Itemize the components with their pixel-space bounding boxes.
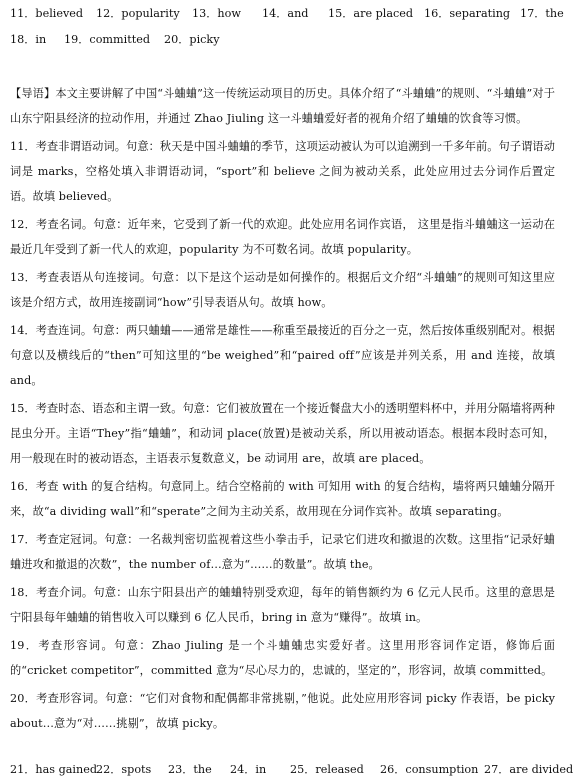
answer-20: 20．picky [164, 33, 220, 46]
section-gap [10, 736, 555, 756]
explanation-19: 19．考查形容词。句意：Zhao Jiuling 是一个斗蛐蛐忠实爱好者。这里用形容词作定语，修饰后面的“cricket competitor”，committed 意为“尽心尽力的，忠诚的，坚定的”，形容词，故填 committed。 [10, 639, 555, 677]
answer-25: 25．released [290, 763, 364, 776]
answer-26: 26．consumption [380, 763, 479, 776]
explanation-12: 12．考查名词。句意：近年来，它受到了新一代的欢迎。此处应用名词作宾语， 这里是指斗蛐蛐这一运动在最近几年受到了新一代人的欢迎，popularity 为不可数名词。故填 popularity。 [10, 218, 555, 256]
answer-19: 19．committed [64, 33, 150, 46]
explanation-16: 16．考查 with 的复合结构。句意同上。结合空格前的 with 可知用 with 的复合结构，墙将两只蛐蛐分隔开来，故“a dividing wall”和“sperate”之间为主动关系，故用现在分词作宾补。故填 separating。 [10, 480, 555, 518]
explanation-17: 17．考查定冠词。句意：一名裁判密切监视着这些小拳击手，记录它们进攻和撤退的次数。这里指“记录好蛐蛐进攻和撤退的次数”，the number of…意为“……的数量”。故填 the。 [10, 533, 555, 571]
answer-27: 27．are divided [484, 763, 573, 776]
explanation-14: 14．考查连词。句意：两只蛐蛐——通常是雄性——称重至最接近的百分之一克，然后按体重级别配对。根据句意以及横线后的“then”可知这里的“be weighed”和“paired off”应该是并列关系，用 and 连接，故填 and。 [10, 324, 555, 387]
answer-15: 15．are placed [328, 7, 414, 20]
answer-16: 16．separating [424, 7, 511, 20]
intro-paragraph: 【导语】本文主要讲解了中国“斗蛐蛐”这一传统运动项目的历史。具体介绍了“斗蛐蛐”的规则、“斗蛐蛐”对于山东宁阳县经济的拉动作用，并通过 Zhao Jiuling 这一斗蛐蛐爱好者的视角介绍了蛐蛐的饮食等习惯。 [10, 87, 555, 125]
answer-13: 13．how [192, 7, 241, 20]
explanation-11: 11．考查非谓语动词。句意：秋天是中国斗蛐蛐的季节，这项运动被认为可以追溯到一千多年前。句子谓语动词是 marks，空格处填入非谓语动词，“sport”和 believe 之间为被动关系，此处应用过去分词作后置定语。故填 believed。 [10, 140, 555, 203]
answer-11: 11．believed [10, 7, 84, 20]
answers-row-2 [10, 26, 555, 52]
explanation-18: 18．考查介词。句意：山东宁阳县出产的蛐蛐特别受欢迎，每年的销售额约为 6 亿元人民币。这里的意思是宁阳县每年蛐蛐的销售收入可以赚到 6 亿人民币，bring in 意为“赚得”。故填 in。 [10, 586, 555, 624]
answers-row-1 [10, 0, 564, 26]
answer-21: 21．has gained [10, 763, 97, 776]
explanation-20: 20．考查形容词。句意：“它们对食物和配偶都非常挑剔，”他说。此处应用形容词 picky 作表语，be picky about…意为“对……挑剔”，故填 picky。 [10, 692, 555, 730]
explanation-15: 15．考查时态、语态和主谓一致。句意：它们被放置在一个接近餐盘大小的透明塑料杯中，并用分隔墙将两种昆虫分开。主语“They”指“蛐蛐”，和动词 place(放置)是被动关系，所以用被动语态。根据本段时态可知，用一般现在时的被动语态，主语表示复数意义，be 动词用 are，故填 are placed。 [10, 402, 555, 465]
answer-14: 14．and [262, 7, 309, 20]
answer-22: 22．spots [96, 763, 152, 776]
answer-key-page [10, 0, 573, 782]
answer-23: 23．the [168, 763, 212, 776]
answer-24: 24．in [230, 763, 267, 776]
answer-18: 18．in [10, 33, 47, 46]
answer-17: 17．the [520, 7, 564, 20]
answer-12: 12．popularity [96, 7, 180, 20]
answers-row-3 [10, 756, 573, 782]
explanation-13: 13．考查表语从句连接词。句意：以下是这个运动是如何操作的。根据后文介绍“斗蛐蛐”的规则可知这里应该是介绍方式，故用连接副词“how”引导表语从句。故填 how。 [10, 271, 555, 309]
